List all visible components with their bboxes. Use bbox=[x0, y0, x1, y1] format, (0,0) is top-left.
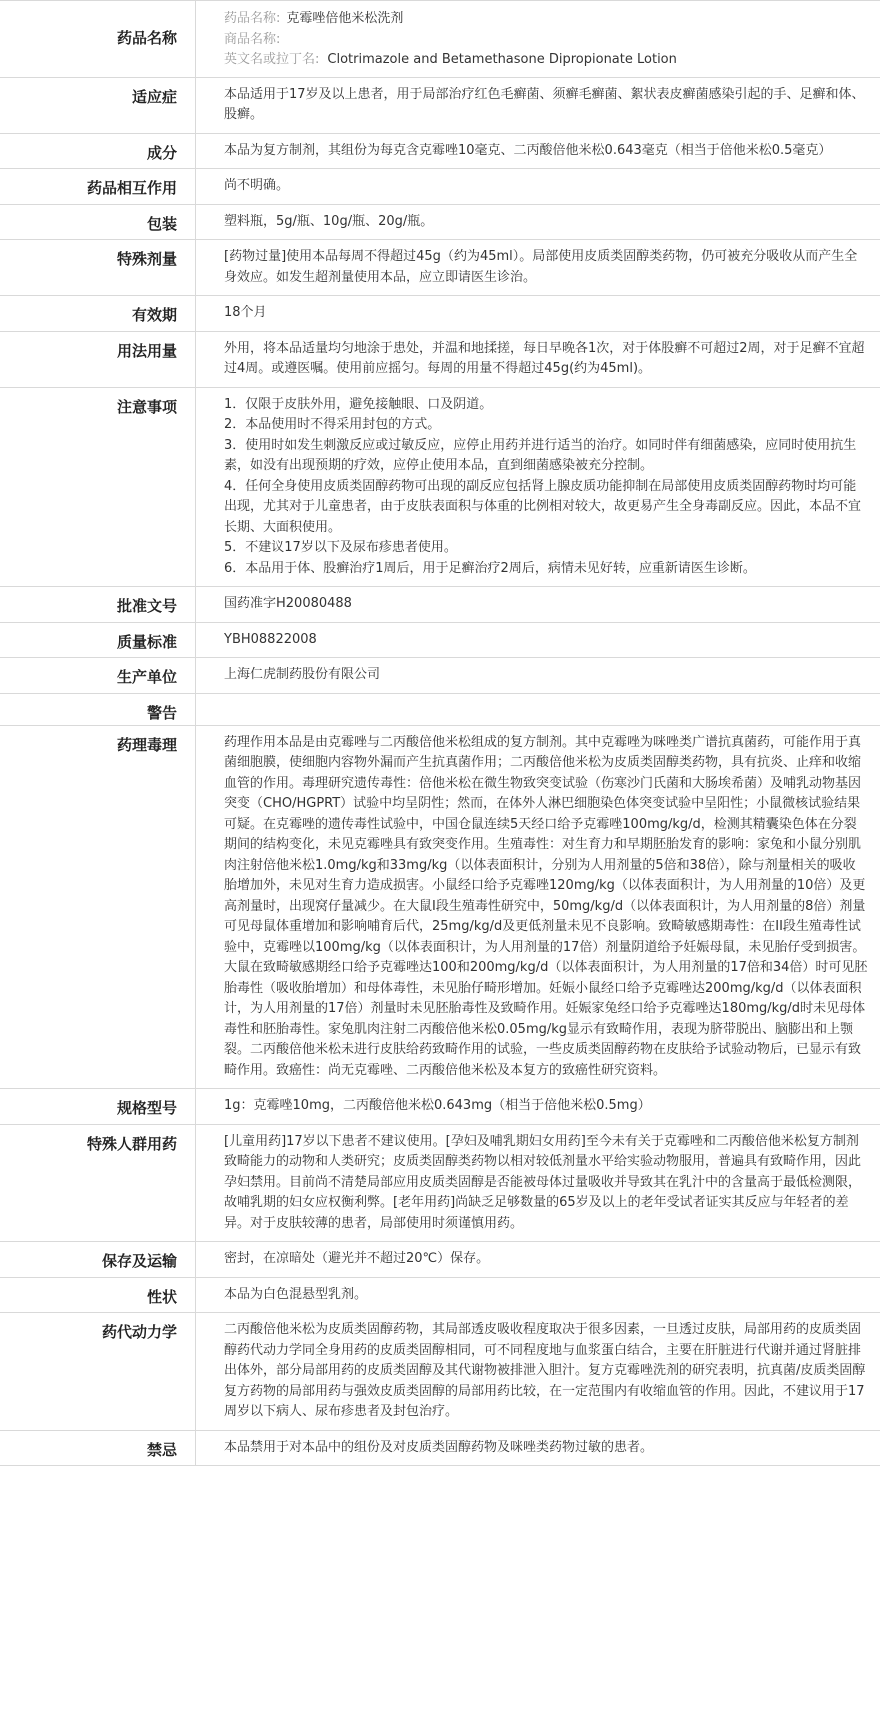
row-label: 药理毒理 bbox=[0, 726, 196, 1089]
row-pharmacokinetics bbox=[0, 1313, 880, 1431]
row-drug-name bbox=[0, 0, 880, 78]
row-label: 生产单位 bbox=[0, 658, 196, 693]
generic-name-value: 克霉唑倍他米松洗剂 bbox=[286, 11, 404, 26]
row-precautions bbox=[0, 388, 880, 588]
english-name-value: Clotrimazole and Betamethasone Dipropionate Lotion bbox=[327, 52, 677, 67]
row-contraindications bbox=[0, 1431, 880, 1467]
row-value: 药理作用本品是由克霉唑与二丙酸倍他米松组成的复方制剂。其中克霉唑为咪唑类广谱抗真菌药，可能作用于真菌细胞膜，使细胞内容物外漏而产生抗真菌作用；二丙酸倍他米松为皮质类固醇类药物，具有抗炎、止痒和收缩血管的作用。毒理研究遗传毒性：倍他米松在微生物致突变试验（伤寒沙门氏菌和大肠埃希菌）及哺乳动物基因突变（CHO/HGPRT）试验中均呈阴性；然而，在体外人淋巴细胞染色体突变试验中呈阳性；小鼠微核试验结果可疑。在克霉唑的遗传毒性试验中，中国仓鼠连续5天经口给予克霉唑100mg/kg/d，检测其精囊染色体在分裂期间的结构变化，未见克霉唑具有致突变作用。生殖毒性：对生育力和早期胚胎发育的影响：家兔和小鼠分别肌肉注射倍他米松1.0mg/kg和33mg/kg（以体表面积计，分别为人用剂量的5倍和38倍），除与剂量相关的吸收胎增加外，未见对生育力造成损害。小鼠经口给予克霉唑120mg/kg（以体表面积计，为人用剂量的10倍）及更高剂量时，出现窝仔量减少。在大鼠I段生殖毒性研究中，50mg/kg/d（以体表面积计，为人用剂量的8倍）剂量可见母鼠体重增加和影响哺育后代，25mg/kg/d及更低剂量未见不良影响。致畸敏感期毒性：在II段生殖毒性试验中，克霉唑以100mg/kg（以体表面积计，为人用剂量的17倍）剂量阴道给予妊娠母鼠，未见胎仔受到损害。大鼠在致畸敏感期经口给予克霉唑达100和200mg/kg/d（以体表面积计，为人用剂量的17倍和34倍）时可见胚胎毒性（吸收胎增加）和母体毒性，未见胎仔畸形增加。妊娠小鼠经口给予克霉唑达200mg/kg/d（以体表面积计，为人用剂量的17倍）剂量时未见胚胎毒性及致畸作用。妊娠家兔经口给予克霉唑达180mg/kg/d时未见母体毒性和胚胎毒性。家兔肌肉注射二丙酸倍他米松0.05mg/kg显示有致畸作用，表现为脐带脱出、脑膨出和上颚裂。二丙酸倍他米松未进行皮肤给药致畸作用的试验，一些皮质类固醇药物在皮肤给予试验动物后，已显示有致畸作用。致癌性：尚无克霉唑、二丙酸倍他米松及本复方的致癌性研究资料。 bbox=[224, 734, 868, 1078]
row-label: 有效期 bbox=[0, 296, 196, 331]
row-label: 用法用量 bbox=[0, 332, 196, 387]
english-name-label: 英文名或拉丁名: bbox=[224, 52, 320, 67]
row-value bbox=[196, 694, 880, 725]
row-value: 尚不明确。 bbox=[224, 178, 290, 193]
list-item: 1．仅限于皮肤外用，避免接触眼、口及阴道。 bbox=[224, 396, 493, 412]
row-value: 密封，在凉暗处（避光并不超过20℃）保存。 bbox=[224, 1251, 490, 1266]
list-item: 3．使用时如发生刺激反应或过敏反应，应停止用药并进行适当的治疗。如同时伴有细菌感染，应同时使用抗生素，如没有出现预期的疗效，应停止使用本品，直到细菌感染被充分控制。 bbox=[224, 437, 857, 473]
row-manufacturer bbox=[0, 658, 880, 694]
list-item: 6．本品用于体、股癣治疗1周后，用于足癣治疗2周后，病情未见好转，应重新请医生诊断。 bbox=[224, 560, 756, 576]
row-value: [儿童用药]17岁以下患者不建议使用。[孕妇及哺乳期妇女用药]至今未有关于克霉唑和二丙酸倍他米松复方制剂致畸能力的动物和人类研究；皮质类固醇类药物以相对较低剂量水平给实验动物服用，普遍具有致畸作用，因此孕妇禁用。目前尚不清楚局部应用皮质类固醇是否能被母体过量吸收并导致其在乳汁中的含量高于最低检测限，故哺乳期的妇女应权衡利弊。[老年用药]尚缺乏足够数量的65岁及以上的老年受试者证实其反应与年轻者的差异。对于皮肤较薄的患者，局部使用时须谨慎用药。 bbox=[224, 1133, 862, 1231]
row-value: 上海仁虎制药股份有限公司 bbox=[224, 667, 381, 682]
row-value: 18个月 bbox=[224, 305, 267, 320]
row-label: 禁忌 bbox=[0, 1431, 196, 1466]
row-label: 性状 bbox=[0, 1278, 196, 1313]
row-warning bbox=[0, 694, 880, 726]
row-character bbox=[0, 1278, 880, 1314]
row-label: 保存及运输 bbox=[0, 1242, 196, 1277]
row-interactions bbox=[0, 169, 880, 205]
row-indication bbox=[0, 78, 880, 134]
row-label: 药代动力学 bbox=[0, 1313, 196, 1430]
row-value: 本品为复方制剂，其组份为每克含克霉唑10毫克、二丙酸倍他米松0.643毫克（相当于倍他米松0.5毫克） bbox=[224, 142, 832, 158]
row-label: 药品名称 bbox=[0, 1, 196, 77]
row-pharmacology bbox=[0, 726, 880, 1090]
row-label: 特殊人群用药 bbox=[0, 1125, 196, 1242]
row-label: 批准文号 bbox=[0, 587, 196, 622]
row-label: 适应症 bbox=[0, 78, 196, 133]
precautions-list bbox=[196, 388, 880, 587]
row-specification bbox=[0, 1089, 880, 1125]
row-value: [药物过量]使用本品每周不得超过45g（约为45ml）。局部使用皮质类固醇类药物，仍可被充分吸收从而产生全身效应。如发生超剂量使用本品，应立即请医生诊治。 bbox=[224, 249, 858, 285]
row-storage bbox=[0, 1242, 880, 1278]
row-value: 本品适用于17岁及以上患者，用于局部治疗红色毛癣菌、须癣毛癣菌、絮状表皮癣菌感染引起的手、足癣和体、股癣。 bbox=[224, 86, 865, 122]
row-validity bbox=[0, 296, 880, 332]
row-label: 药品相互作用 bbox=[0, 169, 196, 204]
row-approval-number bbox=[0, 587, 880, 623]
row-ingredients bbox=[0, 134, 880, 170]
row-label: 成分 bbox=[0, 134, 196, 169]
row-value: 1g：克霉唑10mg，二丙酸倍他米松0.643mg（相当于倍他米松0.5mg） bbox=[224, 1098, 651, 1113]
row-value: 本品禁用于对本品中的组份及对皮质类固醇药物及咪唑类药物过敏的患者。 bbox=[224, 1439, 654, 1455]
row-label: 特殊剂量 bbox=[0, 240, 196, 295]
row-usage bbox=[0, 332, 880, 388]
list-item: 5．不建议17岁以下及尿布疹患者使用。 bbox=[224, 540, 457, 555]
generic-name-label: 药品名称: bbox=[224, 11, 281, 26]
row-value: 国药准字H20080488 bbox=[224, 596, 352, 611]
row-package bbox=[0, 205, 880, 241]
row-label: 包装 bbox=[0, 205, 196, 240]
row-label: 警告 bbox=[0, 694, 196, 725]
row-special-dosage bbox=[0, 240, 880, 296]
row-special-groups bbox=[0, 1125, 880, 1243]
list-item: 4．任何全身使用皮质类固醇药物可出现的副反应包括肾上腺皮质功能抑制在局部使用皮质类固醇药物时均可能出现，尤其对于儿童患者，由于皮肤表面积与体重的比例相对较大，故更易产生全身毒副反应。因此，本品不宜长期、大面积使用。 bbox=[224, 478, 862, 535]
row-label: 质量标准 bbox=[0, 623, 196, 658]
row-value: YBH08822008 bbox=[224, 631, 317, 647]
row-value: 外用，将本品适量均匀地涂于患处，并温和地揉搓，每日早晚各1次，对于体股癣不可超过2周，对于足癣不宜超过4周。或遵医嘱。使用前应摇匀。每周的用量不得超过45g(约为45ml)。 bbox=[224, 340, 865, 376]
row-quality-standard bbox=[0, 623, 880, 659]
drug-name-block bbox=[196, 1, 880, 77]
row-value: 二丙酸倍他米松为皮质类固醇药物，其局部透皮吸收程度取决于很多因素，一旦透过皮肤，局部用药的皮质类固醇药代动力学同全身用药的皮质类固醇相同，可不同程度地与血浆蛋白结合，主要在肝脏进行代谢并通过肾脏排出体外，部分局部用药的皮质类固醇及其代谢物被排泄入胆汁。复方克霉唑洗剂的研究表明，抗真菌/皮质类固醇复方药物的局部用药与强效皮质类固醇的局部用药比较，在一定范围内有收缩血管的作用。因此，不建议用于17周岁以下病人、尿布疹患者及封包治疗。 bbox=[224, 1322, 866, 1419]
row-value: 塑料瓶，5g/瓶、10g/瓶、20g/瓶。 bbox=[224, 213, 434, 229]
row-label: 规格型号 bbox=[0, 1089, 196, 1124]
brand-name-label: 商品名称: bbox=[224, 31, 281, 47]
list-item: 2．本品使用时不得采用封包的方式。 bbox=[224, 417, 441, 432]
row-label: 注意事项 bbox=[0, 388, 196, 587]
row-value: 本品为白色混悬型乳剂。 bbox=[224, 1286, 368, 1302]
